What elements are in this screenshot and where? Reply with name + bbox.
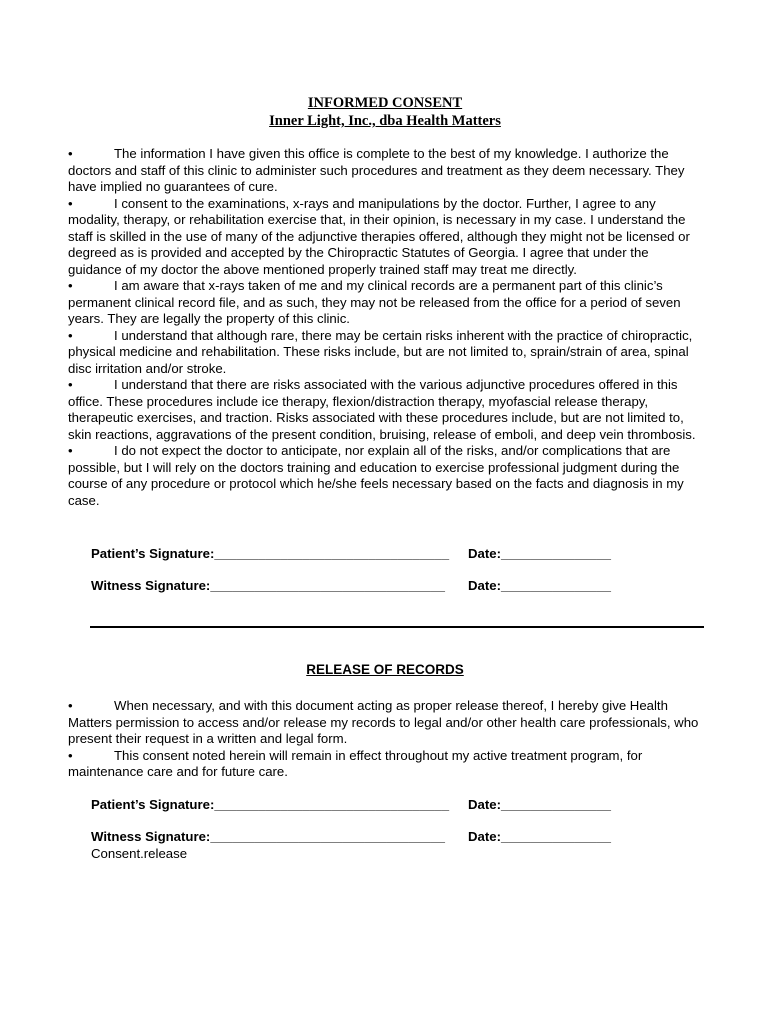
witness-signature-line-2[interactable] xyxy=(91,829,611,845)
release-terms xyxy=(68,698,704,781)
patient-date-field[interactable]: Date:_______________ xyxy=(468,546,611,561)
release-paragraph-1: • When necessary, and with this document acting as proper release thereof, I hereby give Health Matters permission to access and/or release my records to legal and/or other health care professionals, who present their request in a written and legal form. xyxy=(68,698,699,746)
release-paragraph-2: • This consent noted herein will remain in effect throughout my active treatment program, for maintenance care and for future care. xyxy=(68,747,643,779)
document-subtitle: Inner Light, Inc., dba Health Matters xyxy=(269,113,501,129)
consent-paragraph-3: • I am aware that x-rays taken of me and my clinical records are a permanent part of this clinic’s permanent clinical record file, and as such, they may not be released from the office for a period of seven years. They are legally the property of this clinic. xyxy=(68,278,681,326)
patient-signature-line-1[interactable] xyxy=(91,546,611,562)
consent-terms xyxy=(68,146,704,509)
consent-paragraph-2: • I consent to the examinations, x-rays and manipulations by the doctor. Further, I agree to any modality, therapy, or rehabilitation exercise that, in their opinion, is necessary in my case. I understand the staff is skilled in the use of many of the adjunctive therapies offered, although they might not be licensed or degreed as is provided and accepted by the Chiropractic Statutes of Georgia. I agree that under the guidance of my doctor the above mentioned properly trained staff may treat me directly. xyxy=(68,195,690,277)
witness-date-field[interactable]: Date:_______________ xyxy=(468,829,611,844)
bullet: • xyxy=(68,146,73,161)
patient-date-field[interactable]: Date:_______________ xyxy=(468,797,611,812)
witness-signature-label: Witness Signature:________________________________ xyxy=(91,829,446,844)
patient-signature-label: Patient’s Signature:________________________________ xyxy=(91,546,450,561)
release-title: RELEASE OF RECORDS xyxy=(306,662,464,677)
section-divider xyxy=(90,626,704,628)
consent-paragraph-5: • I understand that there are risks associated with the various adjunctive procedures offered in this office. These procedures include ice therapy, flexion/distraction therapy, myofascial release therapy, therapeutic exercises, and traction. Risks associated with these procedures include, but are not limited to, skin reactions, aggravations of the present condition, bruising, release of emboli, and deep vein thrombosis. xyxy=(68,377,696,442)
document-header xyxy=(0,94,770,130)
bullet: • xyxy=(68,327,73,343)
witness-signature-label: Witness Signature:________________________________ xyxy=(91,578,446,593)
bullet: • xyxy=(68,377,73,392)
document-footer: Consent.release xyxy=(91,846,188,861)
bullet: • xyxy=(68,195,73,211)
patient-signature-line-2[interactable] xyxy=(91,797,611,813)
witness-signature-line-1[interactable] xyxy=(91,578,611,594)
consent-paragraph-4: • I understand that although rare, there may be certain risks inherent with the practice of chiropractic, physical medicine and rehabilitation. These risks include, but are not limited to, sprain/strain of area, spinal disc irritation and/or stroke. xyxy=(68,327,693,376)
bullet: • xyxy=(68,698,73,713)
document-title: INFORMED CONSENT xyxy=(307,95,463,111)
witness-date-field[interactable]: Date:_______________ xyxy=(468,578,611,593)
patient-signature-label: Patient’s Signature:________________________________ xyxy=(91,797,450,812)
bullet: • xyxy=(68,278,73,293)
bullet: • xyxy=(68,747,73,763)
consent-paragraph-1: • The information I have given this office is complete to the best of my knowledge. I authorize the doctors and staff of this clinic to administer such procedures and treatment as they deem necessary. They have implied no guarantees of cure. xyxy=(68,146,685,194)
consent-paragraph-6: • I do not expect the doctor to anticipate, nor explain all of the risks, and/or complications that are possible, but I will rely on the doctors training and education to exercise professional judgment during the course of any procedure or protocol which he/she feels necessary based on the facts and diagnosis in my case. xyxy=(68,443,684,508)
bullet: • xyxy=(68,443,73,458)
